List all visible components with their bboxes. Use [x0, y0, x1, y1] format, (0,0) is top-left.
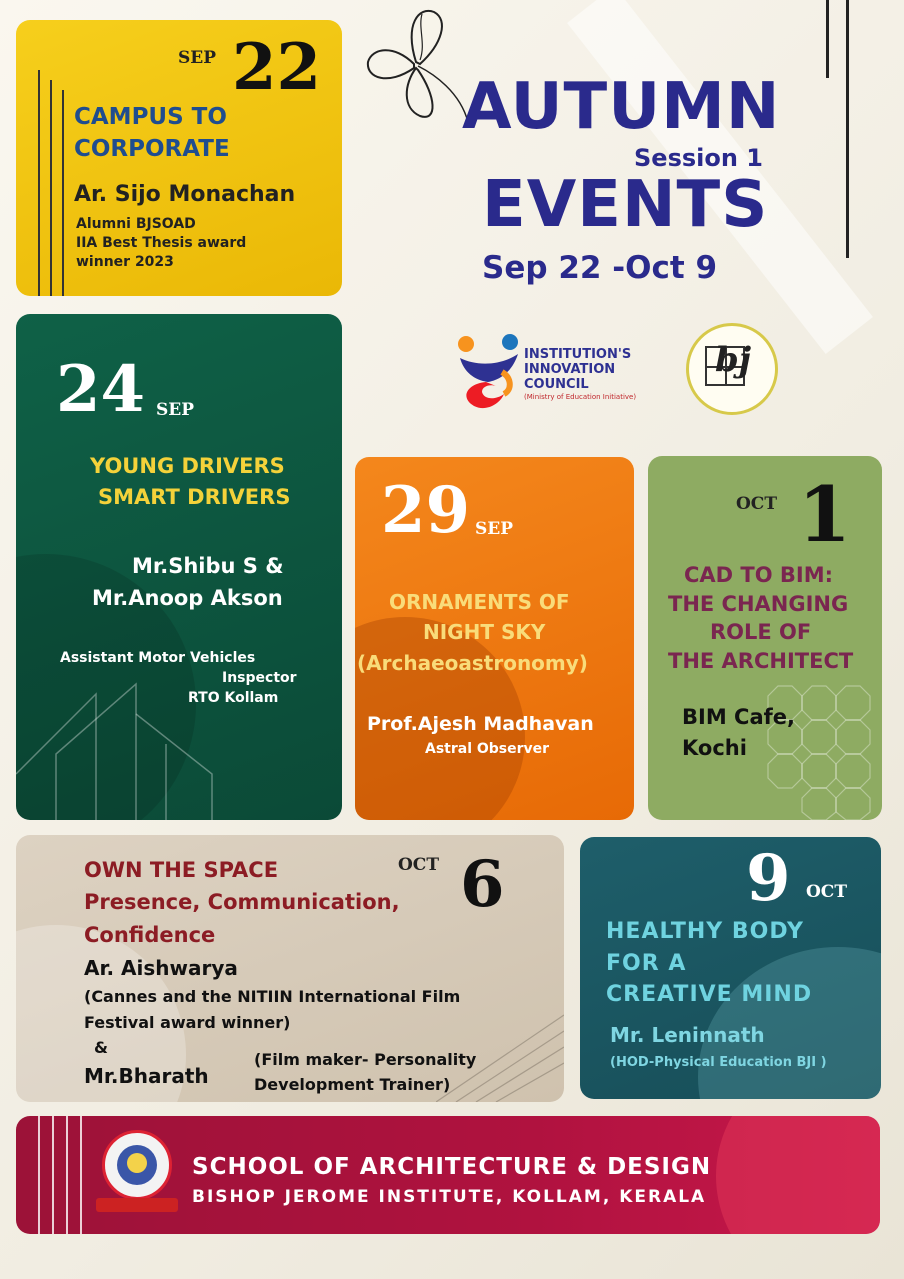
event-title: CAMPUS TO [74, 104, 227, 130]
event-venue: Kochi [682, 736, 747, 760]
event-detail: Inspector [222, 670, 297, 686]
event-title: CAD TO BIM: [684, 563, 834, 587]
event-title: CREATIVE MIND [606, 982, 813, 1007]
institute-seal-icon [102, 1130, 172, 1200]
event-day: 29 [381, 473, 471, 548]
event-month: OCT [398, 855, 439, 875]
event-detail: (HOD-Physical Education BJI ) [610, 1055, 827, 1070]
event-title: HEALTHY BODY [606, 919, 804, 944]
event-card-oct9 [580, 837, 881, 1099]
event-speaker: Mr. Leninnath [610, 1023, 765, 1047]
event-card-sep22 [16, 20, 342, 296]
event-detail: winner 2023 [76, 254, 174, 270]
event-day: 9 [746, 841, 791, 916]
title-events: EVENTS [482, 168, 769, 242]
event-detail: Astral Observer [425, 741, 550, 757]
butterfly-icon [364, 4, 474, 134]
iic-sub: (Ministry of Education Initiative) [524, 393, 637, 401]
iic-line1: INSTITUTION'S [524, 347, 632, 362]
event-month: SEP [178, 48, 217, 68]
event-speaker: Mr.Bharath [84, 1064, 209, 1088]
event-venue: BIM Cafe, [682, 705, 795, 729]
event-detail: Alumni BJSOAD [76, 216, 196, 232]
bji-mark: bj [715, 340, 752, 380]
event-speaker: Mr.Shibu S & [132, 554, 284, 578]
event-title: THE CHANGING [668, 592, 849, 616]
footer-banner [16, 1116, 880, 1234]
title-autumn: AUTUMN [462, 70, 781, 144]
event-title: NIGHT SKY [423, 620, 546, 644]
event-speaker: Ar. Sijo Monachan [74, 182, 296, 207]
session-label: Session 1 [634, 144, 763, 172]
footer-institute-name: BISHOP JEROME INSTITUTE, KOLLAM, KERALA [192, 1187, 707, 1207]
event-detail: Assistant Motor Vehicles [60, 650, 256, 666]
event-title: THE ARCHITECT [668, 649, 854, 673]
event-month: OCT [806, 882, 847, 902]
iic-line2: INNOVATION [524, 362, 616, 377]
event-detail: RTO Kollam [188, 690, 279, 706]
event-title: (Archaeoastronomy) [357, 651, 588, 675]
event-card-sep24 [16, 314, 342, 820]
decorative-line [846, 0, 849, 258]
event-detail: Development Trainer) [254, 1075, 451, 1094]
event-detail: IIA Best Thesis award [76, 235, 247, 251]
event-detail: Festival award winner) [84, 1013, 291, 1032]
event-day: 24 [56, 352, 146, 427]
event-title: Confidence [84, 923, 216, 947]
event-month: OCT [736, 494, 777, 514]
event-title: CORPORATE [74, 136, 230, 162]
event-card-oct1 [648, 456, 882, 820]
iic-line3: COUNCIL [524, 377, 589, 392]
event-title: ORNAMENTS OF [389, 590, 570, 614]
event-day: 1 [798, 470, 851, 559]
footer-school-name: SCHOOL OF ARCHITECTURE & DESIGN [192, 1154, 712, 1180]
event-speaker: Prof.Ajesh Madhavan [367, 713, 594, 735]
iic-logo-icon [456, 332, 522, 410]
event-month: SEP [156, 400, 195, 420]
date-range: Sep 22 -Oct 9 [482, 250, 718, 286]
event-title: ROLE OF [710, 620, 812, 644]
decorative-line [826, 0, 829, 78]
diagonal-lines-icon [436, 995, 564, 1102]
event-detail: (Film maker- Personality [254, 1050, 477, 1069]
event-speaker: Mr.Anoop Akson [92, 586, 283, 610]
octagon-pattern-icon [758, 666, 882, 820]
event-card-oct6 [16, 835, 564, 1102]
event-title: YOUNG DRIVERS [90, 454, 285, 478]
event-detail: (Cannes and the NITIIN International Film [84, 987, 461, 1006]
event-day: 6 [460, 847, 505, 922]
event-amp: & [94, 1038, 108, 1057]
bji-logo-icon [686, 323, 778, 415]
event-title: SMART DRIVERS [98, 485, 291, 509]
event-card-sep29 [355, 457, 634, 820]
event-speaker: Ar. Aishwarya [84, 956, 238, 980]
event-month: SEP [475, 519, 514, 539]
event-title: FOR A [606, 951, 687, 976]
event-title: OWN THE SPACE [84, 858, 279, 882]
event-title: Presence, Communication, [84, 890, 400, 914]
event-day: 22 [232, 30, 322, 105]
